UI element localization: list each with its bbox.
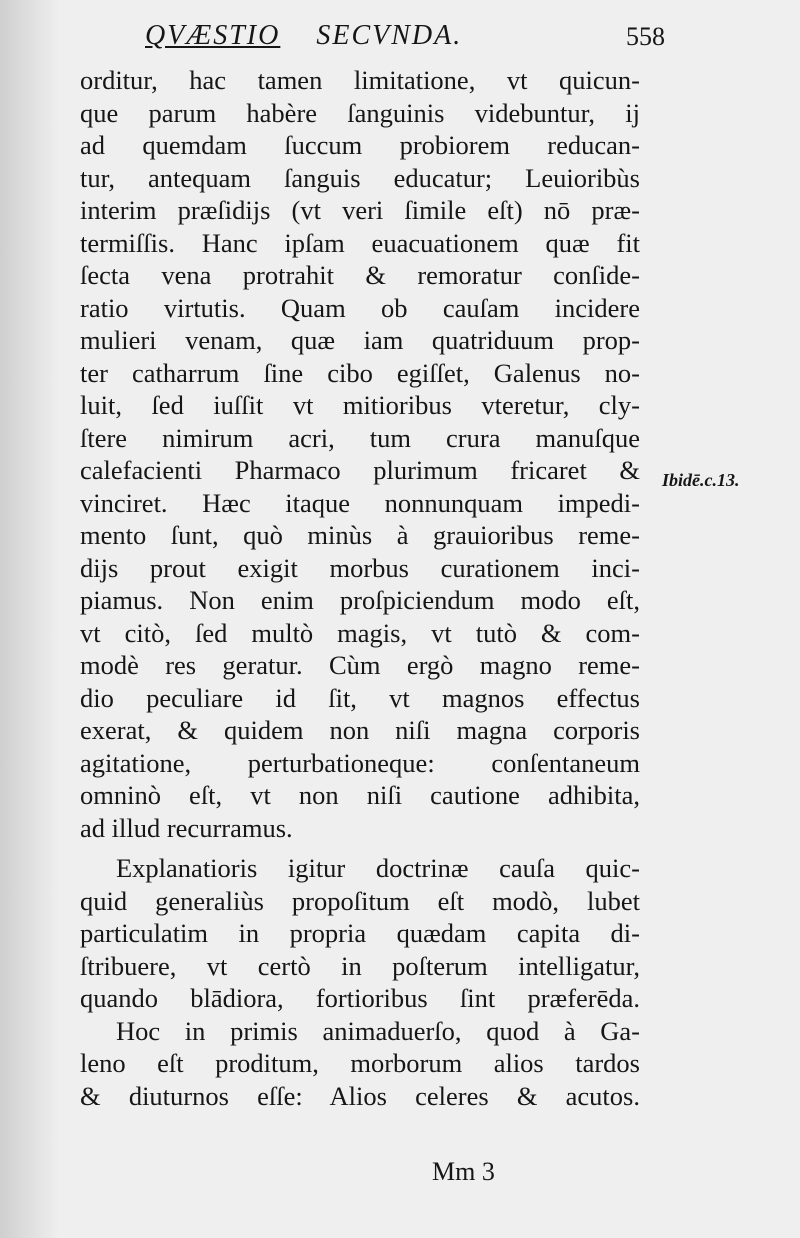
text-line: luit, ſed iuſſit vt mitioribus vteretur, cly- [80,390,640,420]
text-line: tur, antequam ſanguis educatur; Leuioribùs [80,162,640,193]
page-header [145,20,665,60]
text-line: Explanatioris igitur doctrinæ cauſa quic- [116,853,640,883]
text-line: Hoc in primis animaduerſo, quod à Ga- [116,1015,640,1046]
text-line: ter catharrum ſine cibo egiſſet, Galenus no- [80,357,640,388]
text-line: ſtere nimirum acri, tum crura manuſque [80,422,640,453]
text-line: quid generaliùs propoſitum eſt modò, lubet [80,885,640,916]
text-line: particulatim in propria quædam capita di- [80,918,640,948]
running-title-first: QVÆSTIO [145,20,281,51]
text-line: ratio virtutis. Quam ob cauſam incidere [80,292,640,323]
text-line: calefacienti Pharmaco plurimum fricaret & [80,455,640,485]
paragraph-1 [80,64,640,844]
running-title-second: SECVNDA. [316,20,463,51]
paragraph-2 [80,852,640,1015]
text-line: termiſſis. Hanc ipſam euacuationem quæ fit [80,227,640,258]
running-title [145,20,462,52]
text-line: & diuturnos eſſe: Alios celeres & acutos. [80,1080,640,1111]
text-line: modè res geratur. Cùm ergò magno reme- [80,650,640,680]
margin-note: Ibidē.c.13. [662,470,740,490]
page-gutter-shadow [0,0,60,1238]
text-line: mento ſunt, quò minùs à grauioribus reme- [80,520,640,550]
text-line: dijs prout exigit morbus curationem inci- [80,552,640,583]
text-line: exerat, & quidem non niſi magna corporis [80,715,640,745]
text-line: orditur, hac tamen limitatione, vt quicun- [80,65,640,95]
text-line: vinciret. Hæc itaque nonnunquam impedi- [80,487,640,518]
text-line: vt citò, ſed multò magis, vt tutò & com- [80,617,640,648]
paragraph-3 [80,1015,640,1113]
text-line: interim præſidijs (vt veri ſimile eſt) nō præ- [80,195,640,225]
text-line: ſtribuere, vt certò in poſterum intelligatur, [80,950,640,981]
body-text [80,64,640,1112]
text-line: leno eſt proditum, morborum alios tardos [80,1048,640,1078]
text-line: piamus. Non enim proſpiciendum modo eſt, [80,585,640,615]
text-line: ad quemdam ſuccum probiorem reducan- [80,130,640,160]
text-line: mulieri venam, quæ iam quatriduum prop- [80,325,640,355]
text-line: dio peculiare id ſit, vt magnos effectus [80,682,640,713]
text-line: ad illud recurramus. [80,812,293,843]
text-line: que parum habère ſanguinis videbuntur, ij [80,97,640,128]
text-line: quando blādiora, fortioribus ſint præferēda. [80,983,640,1013]
signature-mark: Mm 3 [432,1157,495,1186]
text-line: omninò eſt, vt non niſi cautione adhibita, [80,780,640,810]
text-line: agitatione, perturbationeque: conſentaneum [80,747,640,778]
text-line: ſecta vena protrahit & remoratur conſide- [80,260,640,290]
page-number: 558 [626,22,665,51]
